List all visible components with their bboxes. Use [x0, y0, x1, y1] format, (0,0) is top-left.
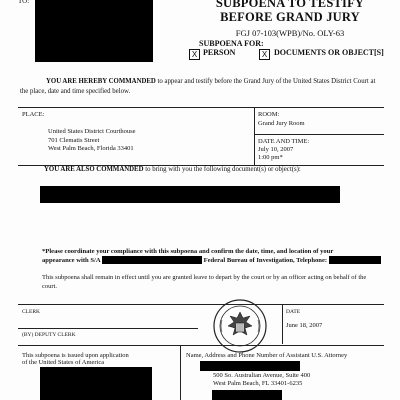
- rule-place-top: [18, 107, 384, 108]
- time-value: 1:00 pm*: [258, 154, 283, 161]
- redaction-phone: [329, 256, 381, 264]
- person-label: PERSON: [203, 48, 236, 57]
- date-value: July 10, 2007: [258, 146, 294, 153]
- case-number: FGJ 07-103(WPB)/No. OLY-63: [235, 28, 345, 38]
- coordinate-line-1: *Please coordinate your compliance with this subpoena and confirm the date, time, and location of your: [42, 248, 334, 255]
- clerk-label: CLERK: [22, 309, 41, 315]
- place-line-1: United States District Courthouse: [48, 128, 136, 135]
- coordinate-line-2-middle: Federal Bureau of Investigation, Telephone:: [203, 257, 328, 264]
- redaction-attorney-name: [200, 361, 300, 371]
- redaction-agent-name: [102, 256, 202, 264]
- place-address: [48, 128, 136, 154]
- redaction-signature: [40, 373, 152, 400]
- room-label: ROOM:: [258, 111, 280, 118]
- documents-checkbox[interactable]: X: [259, 49, 270, 60]
- to-label-fragment: TO:: [18, 0, 30, 5]
- person-checkbox[interactable]: X: [189, 49, 200, 60]
- remain-paragraph: This subpoena shall remain in effect until you are granted leave to depart by the court or by an officer acting on behalf of the court.: [42, 274, 367, 290]
- coordinate-line-2: [42, 256, 382, 265]
- title-line-2: BEFORE GRAND JURY: [220, 10, 360, 24]
- issued-line-1: This subpoena is issued upon application: [22, 352, 129, 359]
- coordinate-paragraph: [42, 247, 382, 265]
- attorney-address-1: 500 So. Australian Avenue, Suite 400: [213, 372, 311, 379]
- issued-line-2: of the United States of America: [22, 359, 105, 366]
- redaction-attorney-phone: [212, 390, 282, 400]
- also-text: to bring with you the following document(s) or object(s):: [145, 166, 301, 173]
- subpoena-for-label: SUBPOENA FOR:: [199, 39, 264, 48]
- rule-clerk-top: [18, 304, 384, 305]
- deputy-clerk-label: (BY) DEPUTY CLERK: [22, 332, 76, 338]
- rule-place-divider: [254, 107, 255, 165]
- redaction-documents-list: [40, 186, 340, 203]
- command-text: to appear and testify before the Grand Jury of the United States District Court at the place, date and time specified below.: [20, 78, 376, 95]
- rule-deputy: [18, 328, 198, 329]
- rule-bottom-top: [18, 345, 384, 346]
- command-lead: YOU ARE HEREBY COMMANDED: [46, 78, 156, 85]
- coordinate-line-2-prefix: appearance with S/A: [42, 257, 101, 264]
- rule-room-divider: [254, 134, 384, 135]
- attorney-label: Name, Address and Phone Number of Assistant U.S. Attorney: [186, 352, 348, 359]
- place-line-3: West Palm Beach, Florida 33401: [48, 145, 134, 152]
- room-value: Grand Jury Room: [258, 120, 305, 127]
- also-lead: YOU ARE ALSO COMMANDED: [44, 166, 144, 173]
- also-commanded: [44, 166, 301, 173]
- date-issued: June 18, 2007: [286, 322, 323, 329]
- place-line-2: 701 Clematis Street: [48, 136, 100, 144]
- rule-bottom-divider: [180, 345, 181, 400]
- place-label: PLACE:: [22, 111, 45, 118]
- date-time-label: DATE AND TIME:: [258, 138, 310, 145]
- rule-date-divider: [282, 304, 283, 344]
- date-label: DATE: [286, 309, 301, 315]
- command-paragraph: [20, 77, 384, 97]
- redaction-top-left: [35, 0, 153, 62]
- attorney-address-2: West Palm Beach, FL 33401-6235: [213, 380, 303, 387]
- documents-label: DOCUMENTS OR OBJECT[S]: [274, 48, 384, 57]
- title-line-1: SUBPOENA TO TESTIFY: [215, 0, 365, 10]
